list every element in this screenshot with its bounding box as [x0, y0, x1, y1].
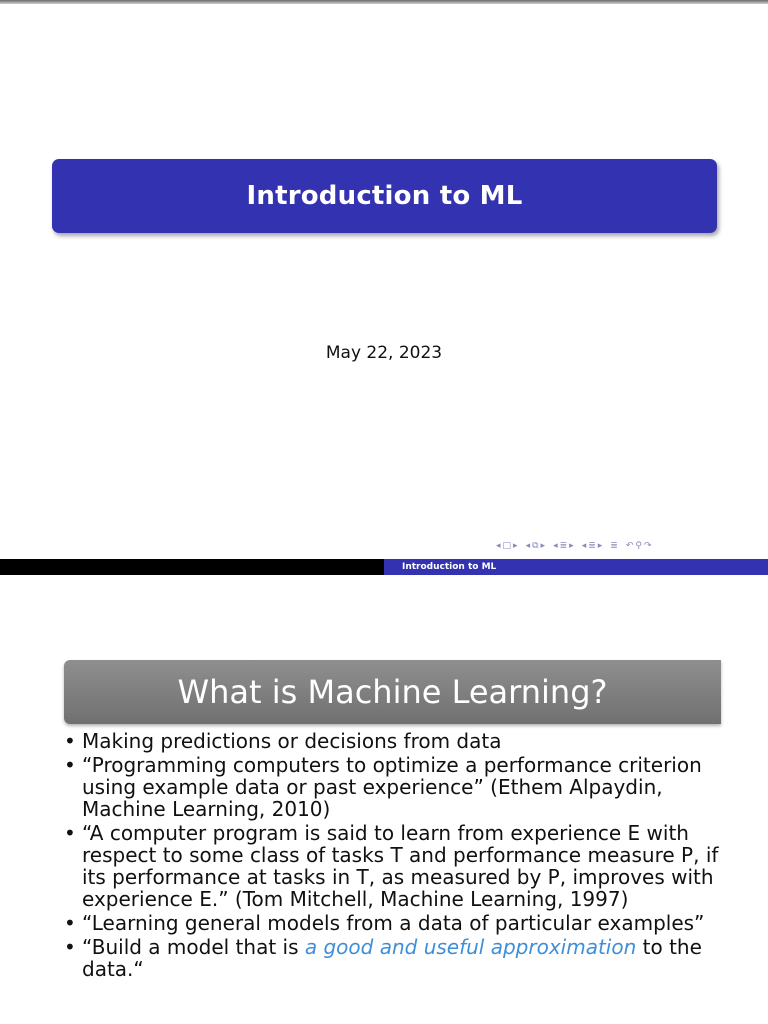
section-icon[interactable]: ≣ [588, 541, 596, 551]
bullet-item [62, 730, 730, 752]
bullet-list [62, 730, 730, 982]
footer-title: Introduction to ML [402, 562, 497, 572]
bullet-text: “Programming computers to optimize a performance criterion using example data or past experience” (Ethem Alpaydin, Machine Learning, 2010) [82, 753, 702, 821]
back-icon[interactable]: ↶ [625, 541, 634, 551]
toc-nav [610, 541, 618, 551]
prev-frame-icon[interactable]: ◂ [496, 541, 501, 551]
prev-section-icon[interactable]: ◂ [581, 541, 587, 551]
subsection-icon[interactable]: ⧉ [532, 541, 539, 551]
bullet-text: “Learning general models from a data of particular examples” [82, 911, 705, 935]
bullet-text-post: to the data.“ [82, 935, 702, 981]
prev-section-icon[interactable]: ◂ [553, 541, 558, 551]
beamer-navigation-bar [496, 539, 766, 553]
section-nav-2 [582, 541, 603, 551]
frame-nav [496, 541, 518, 551]
title-block [52, 159, 717, 233]
next-frame-icon[interactable]: ▸ [513, 541, 518, 551]
bullet-item [62, 912, 730, 934]
prev-subsection-icon[interactable]: ◂ [525, 541, 531, 551]
next-subsection-icon[interactable]: ▸ [540, 541, 546, 551]
slide-title-banner [64, 660, 721, 724]
presentation-title: Introduction to ML [246, 181, 523, 211]
search-icon[interactable]: ⚲ [635, 541, 642, 551]
next-section-icon[interactable]: ▸ [569, 541, 574, 551]
bullet-item [62, 936, 730, 980]
highlighted-phrase: a good and useful approximation [304, 935, 637, 959]
bullet-text: Making predictions or decisions from data [82, 729, 502, 753]
toc-icon[interactable]: ≣ [610, 541, 618, 551]
subsection-nav [526, 541, 546, 551]
search-nav [626, 541, 652, 551]
bullet-item [62, 754, 730, 820]
frame-icon[interactable]: □ [502, 541, 512, 551]
bullet-text-pre: “Build a model that is [82, 935, 305, 959]
bullet-text: “A computer program is said to learn from experience E with respect to some class of tasks T and performance measure P, if its performance at tasks in T, as measured by P, improves with experience E.” (Tom Mitchell, Machine Learning, 1997) [82, 821, 719, 911]
section-nav [553, 541, 574, 551]
bullet-item [62, 822, 730, 910]
forward-icon[interactable]: ↷ [643, 541, 652, 551]
slide-title: What is Machine Learning? [177, 673, 608, 711]
presentation-date: May 22, 2023 [325, 343, 443, 363]
next-section-icon[interactable]: ▸ [597, 541, 603, 551]
top-rule [0, 0, 768, 4]
footer-right-panel [384, 559, 768, 575]
footer-bar [0, 559, 768, 575]
section-icon[interactable]: ≣ [559, 541, 568, 551]
footer-left-panel [0, 559, 384, 575]
